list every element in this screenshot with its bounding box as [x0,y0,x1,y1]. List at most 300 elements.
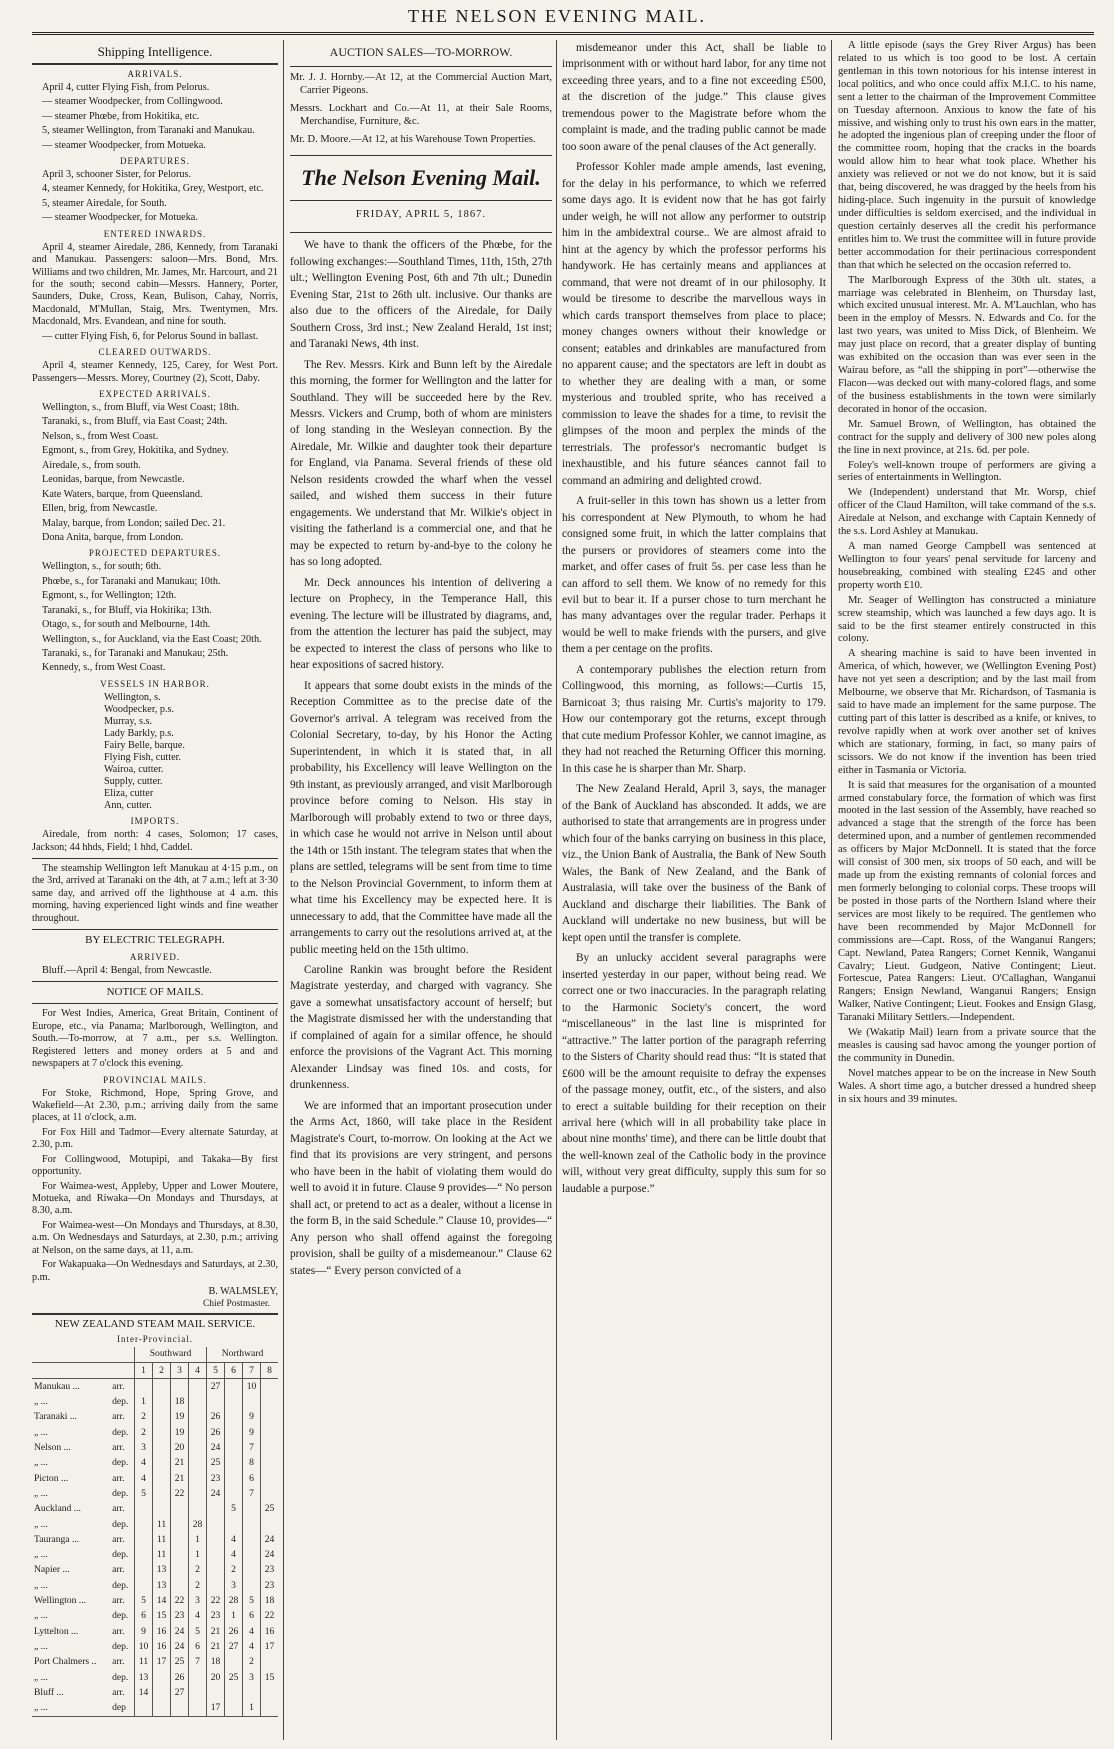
paragraph: Taranaki, s., for Bluff, via Hokitika; 13th. [42,604,212,616]
port-name: „ ... [34,1610,48,1622]
table-cell: 11 [135,1654,153,1669]
table-cell: 22 [171,1593,189,1608]
table-cell [153,1685,171,1700]
port-name: Port Chalmers .. [34,1656,97,1668]
table-cell: 6 [243,1609,261,1624]
arr-dep: arr. [112,1595,125,1607]
table-cell: 8 [243,1456,261,1471]
arr-dep: arr. [112,1442,125,1454]
table-cell: 4 [189,1609,207,1624]
port-name: „ ... [34,1518,48,1530]
table-row [32,1593,278,1608]
port-name: Napier ... [34,1564,70,1576]
northward-header: Northward [207,1347,279,1363]
paragraph: 4, steamer Kennedy, for Hokitika, Grey, Westport, etc. [42,183,264,195]
arr-dep: arr. [112,1503,125,1515]
table-cell: 24 [261,1532,279,1547]
arr-dep: arr. [112,1380,125,1392]
table-cell: 19 [171,1410,189,1425]
paragraph: Dona Anita, barque, from London. [42,531,184,543]
table-cell [189,1394,207,1409]
paragraph: By an unlucky accident several paragraphs were inserted yesterday in our paper, without being read. We correct one or two inaccuracies. In the paragraph relating to the Harmonic Society's concert, the word “miscellaneous” in the last line is misprinted for “attractive.” The latter portion of the paragraph referring to the Sisters of Charity should read thus: “It is stated that £600 will be the amount requisite to defray the expenses of the passage money, outfit, etc., of the sisters, and also to erect a suitable building for their reception on their arrival here (which will in all probability take place in about nine months' time), and there can be little doubt that the well-known zeal of the Catholic body in the province will, without very great difficulty, supply this sum for so laudable a purpose.” [562,952,826,1195]
table-column-number: 4 [189,1362,207,1378]
table-row [32,1456,278,1471]
port-name: Manukau ... [34,1380,80,1392]
table-cell: 4 [243,1639,261,1654]
paragraph: Wairoa, cutter. [104,764,164,776]
paragraph: Kennedy, s., from West Coast. [42,662,166,674]
steamship-note: The steamship Wellington left Manukau at 4·15 p.m., on the 3rd, arrived at Taranaki on the 4th, at 7 a.m.; left at 3·30 same day, and arrived off the lighthouse at 4 a.m. this morning, having experienced light winds and fine weather throughout. [32,862,278,924]
table-cell [171,1379,189,1395]
table-cell: 26 [171,1670,189,1685]
table-cell [225,1517,243,1532]
paragraph: Flying Fish, cutter. [104,751,181,763]
paragraph: Novel matches appear to be on the increase in New South Wales. A short time ago, a butcher dressed a hundred sheep in six hours and 39 minutes. [838,1067,1096,1105]
table-cell [225,1685,243,1700]
table-cell: 13 [153,1578,171,1593]
table-cell [135,1547,153,1562]
table-cell: 4 [225,1532,243,1547]
mails-title: NOTICE OF MAILS. [106,985,204,998]
table-cell: 16 [153,1624,171,1639]
table-cell: 13 [135,1670,153,1685]
table-cell: 3 [243,1670,261,1685]
table-cell [135,1501,153,1516]
table-cell: 7 [189,1654,207,1669]
paragraph: A little episode (says the Grey River Argus) has been related to us which is too good to be lost. A certain gentleman in this town notorious for his intense interest in local politics, and who once could affix M.I.C. to his name, sent a letter to the chairman of the Improvement Committee on Tuesday afternoon. Anxious to know the fate of his missive, and wishing only to trust his own ears in the matter, he adopted the ingenious plan of creeping under the floor of the committee room, hoping that the cracks in the boards would allow him to hear what took place. Whether his anxiety was relieved or not we do not know, but it is said that, being discovered, he was dragged by the heels from his hiding-place. Such ingenuity in the pursuit of knowledge under difficulties is seldom exercised, and the individual in question certainly deserves all the credit his performance entitles him to. We trust the committee will in future provide better accommodation for their pertinacious correspondent than that which he selected on the occasion referred to. [838,40,1096,271]
arr-dep: dep. [112,1671,129,1683]
arr-dep: arr. [112,1472,125,1484]
paragraph: We (Independent) understand that Mr. Worsp, chief officer of the Claud Hamilton, will take command of the s.s. Airedale at Nelson, and exchange with Captain Kennedy of the s.s. Lord Ashley at Manukau. [838,487,1096,538]
cleared-heading: CLEARED OUTWARDS. [98,347,212,358]
paragraph: Mr. Samuel Brown, of Wellington, has obtained the contract for the supply and delivery of 300 new poles along the line in next province, at 21s. 6d. per pole. [838,418,1096,456]
arr-dep: dep. [112,1396,129,1408]
table-cell [243,1501,261,1516]
paragraph: Egmont, s., from Grey, Hokitika, and Sydney. [42,445,229,457]
entered-heading: ENTERED INWARDS. [103,228,207,239]
table-cell: 18 [207,1654,225,1669]
column-divider [556,40,557,1740]
paragraph: A fruit-seller in this town has shown us a letter from his correspondent at New Plymouth, to whom he had consigned some fruit, in which the latter complains that the pursers or providores of steamers come into the market, and offer cases of fruit 5s. per case less than he can afford to sell them. We know of no remedy for this evil but to bear it. If a purser chose to turn merchant he has many advantages over the regular trader. Perhaps it would be well to make friends with the pursers, and give them a per centage on the profits. [562,495,826,656]
provincial-heading: PROVINCIAL MAILS. [103,1074,207,1085]
table-cell: 22 [207,1593,225,1608]
table-cell: 20 [207,1670,225,1685]
paragraph: April 4, steamer Kennedy, 125, Carey, for West Port. Passengers—Messrs. Morey, Courtney (2), Scott, Daby. [32,360,278,384]
arr-dep: dep. [112,1610,129,1622]
table-cell: 14 [135,1685,153,1700]
paragraph: Mr. D. Moore.—At 12, at his Warehouse Town Properties. [290,134,536,146]
telegraph-arrived-heading: ARRIVED. [129,951,181,962]
paragraph: April 4, steamer Airedale, 286, Kennedy, from Taranaki and Manukau. Passengers: saloon—Mrs. Bond, Mrs. Williams and two children, Mr. James, Mr. Harcourt, and 21 for the south; second cabin—Messrs. Hannery, Porter, Saunders, Duke, Cross, Kean, Bulison, Cahay, Norris, Macdonald, M'Mullan, Staig, Mrs. Twentymen, Mrs. Macdonald, Mrs. Evandean, and nine for south. [32,241,278,328]
port-name: „ ... [34,1396,48,1408]
table-cell: 10 [135,1639,153,1654]
table-cell [189,1410,207,1425]
projected-heading: PROJECTED DEPARTURES. [88,548,222,559]
table-cell: 4 [135,1456,153,1471]
arr-dep: dep. [112,1487,129,1499]
table-cell [261,1425,279,1440]
table-cell: 28 [189,1517,207,1532]
steam-mail-table [32,1347,278,1717]
port-name: „ ... [34,1487,48,1499]
table-cell [153,1425,171,1440]
table-cell: 26 [225,1624,243,1639]
table-cell [225,1440,243,1455]
arr-dep: arr. [112,1533,125,1545]
table-cell: 22 [171,1486,189,1501]
port-name: Auckland ... [34,1503,81,1515]
divider [290,66,552,67]
paragraph: misdemeanor under this Act, shall be liable to imprisonment with or without hard labor, for any time not exceeding three years, and to a fine not exceeding £500, at the discretion of the judge.” This clause gives tremendous power to the Magistrate before whom the complaint is made, and the trading public cannot be made too soon aware of the penal clauses of the Act generally. [562,42,826,153]
table-column-header [32,1362,278,1378]
table-column-number: 3 [171,1362,189,1378]
paper-nameplate: The Nelson Evening Mail. [290,155,552,201]
table-cell: 1 [225,1609,243,1624]
table-cell: 6 [189,1639,207,1654]
harbor-heading: VESSELS IN HARBOR. [100,678,210,689]
paragraph: Airedale, s., from south. [42,459,141,471]
arr-dep: dep. [112,1518,129,1530]
table-cell: 4 [225,1547,243,1562]
table-body [32,1379,278,1717]
table-group-header [32,1347,278,1363]
table-cell [243,1547,261,1562]
table-cell: 15 [153,1609,171,1624]
table-cell: 18 [261,1593,279,1608]
paragraph: It appears that some doubt exists in the minds of the Reception Committee as to the precise date of the Governor's arrival. A telegram was received from the Colonial Secretary, to-day, by his Honor the Acting Superintendent, in which it is stated that, in all probability, his Excellency will leave Wellington on the 9th instant, as previously arranged, and visit Marlborough province before coming to Nelson. His stay in Marlborough will probably extend to two or three days, in which case he would not arrive in Nelson until about the 14th or 15th instant. The telegram states that when the plans are settled, telegrams will be sent from time to time to the Nelson Provincial Government, to inform them at what time his Excellency may be expected here. It is unnecessary to add, that the Committee have made all the arrangements to carry out the resolutions arrived at, at the public meeting held on the 15th ultimo. [290,679,552,956]
table-row [32,1624,278,1639]
table-cell [261,1394,279,1409]
mails-intro: For West Indies, America, Great Britain, Continent of Europe, etc., via Panama; Marlborough, Wellington, and South.—To-morrow, at 7 a.m., per s.s. Wellington. Registered letters and money orders at 5 and and newspapers at 7 o'clock this evening. [32,1008,278,1070]
table-cell: 27 [207,1379,225,1395]
table-cell: 27 [225,1639,243,1654]
table-cell: 11 [153,1547,171,1562]
table-cell [189,1471,207,1486]
table-cell [171,1547,189,1562]
port-name: Bluff ... [34,1686,64,1698]
table-cell: 21 [207,1639,225,1654]
paragraph: It is said that measures for the organisation of a mounted armed constabulary force, the formation of which was first mooted in the last session of the Assembly, have reached so advanced a stage that the strength of the force has been determined upon, and a number of gentlemen recommended as officers by Major McDonnell. It is stated that the force will consist of 300 men, six troops of 50 each, and will be made up from the existing remnants of colonial forces and men formerly belonging to colonial corps. These troops will be posted in those parts of the Northern Island where their services are most likely to be required. The gentlemen who have been recommended by Major McDonnell for commissions are—Capt. Ross, of the Wanganui Rangers; Capt. Newland, Patea Rangers; Cornet Kennik, Wanganui Cavalry; Lieut. Gudgeon, Native Contingent; Lieut. Fortescue, Patea Rangers: Lieut. O'Callaghan, Wanganui Rangers; Ensign Newland, Wanganui Rangers; Ensign Walker, Native Contingent; Lieut. Fookes and Ensign Glasg, Taranaki Military Settlers.—Independent. [838,779,1096,1024]
divider [32,981,278,982]
table-cell: 1 [189,1547,207,1562]
table-row [32,1440,278,1455]
table-row [32,1578,278,1593]
table-cell: 2 [189,1578,207,1593]
table-row [32,1410,278,1425]
arr-dep: dep. [112,1549,129,1561]
paragraph: — steamer Woodpecker, from Collingwood. [42,96,223,108]
table-cell: 23 [207,1609,225,1624]
expected-list [32,402,278,544]
table-cell: 23 [261,1563,279,1578]
port-name: Taranaki ... [34,1411,78,1423]
table-cell [243,1685,261,1700]
table-cell [153,1394,171,1409]
table-cell [261,1440,279,1455]
table-cell: 2 [135,1410,153,1425]
table-cell: 25 [261,1501,279,1516]
table-cell [207,1517,225,1532]
table-cell: 13 [153,1563,171,1578]
table-cell [171,1563,189,1578]
paragraph: For Waimea-west, Appleby, Upper and Lower Moutere, Motueka, and Riwaka—On Mondays and Thursdays, at 8.30, a.m. [32,1180,278,1217]
port-name: „ ... [32,1700,110,1716]
table-cell [153,1379,171,1395]
divider [290,232,552,233]
arrivals-list [32,82,278,152]
table-cell: 14 [153,1593,171,1608]
table-cell [261,1379,279,1395]
table-cell [225,1471,243,1486]
table-cell [135,1532,153,1547]
table-cell [153,1501,171,1516]
masthead-rule [32,32,1094,35]
paragraph: Mr. J. J. Hornby.—At 12, at the Commercial Auction Mart, Carrier Pigeons. [290,71,552,97]
table-cell: 28 [225,1593,243,1608]
arr-dep: arr. [112,1625,125,1637]
table-cell [189,1425,207,1440]
column-news [562,40,826,1740]
paragraph: — steamer Phœbe, from Hokitika, etc. [42,110,200,122]
table-row [32,1639,278,1654]
table-cell [153,1456,171,1471]
table-cell [243,1394,261,1409]
table-cell [261,1471,279,1486]
port-name: Nelson ... [34,1442,71,1454]
divider [32,858,278,859]
paragraph: For Wakapuaka—On Wednesdays and Saturdays, at 2.30, p.m. [32,1259,278,1283]
table-cell [225,1654,243,1669]
table-cell: 20 [171,1440,189,1455]
news-paragraphs [562,40,826,1197]
imports-heading: IMPORTS. [130,816,180,827]
arrivals-heading: ARRIVALS. [127,68,183,79]
table-cell: 5 [135,1593,153,1608]
paragraph: 5, steamer Wellington, from Taranaki and Manukau. [42,125,255,137]
table-cell: 11 [153,1517,171,1532]
paragraph: Ann, cutter. [104,800,152,812]
table-cell [261,1654,279,1669]
table-cell [189,1456,207,1471]
paragraph: Messrs. Lockhart and Co.—At 11, at their Sale Rooms, Merchandise, Furniture, &c. [290,102,552,128]
table-cell [207,1532,225,1547]
table-cell [243,1578,261,1593]
table-cell: 6 [243,1471,261,1486]
paragraph: We have to thank the officers of the Phœbe, for the following exchanges:—Southland Times, 11th, 15th, 27th ult.; Wellington Evening Post, 6th and 7th ult.; Dunedin Evening Star, 21st to 26th ult. inclusive. Our thanks are also due to the officers of the Airedale, for Daily Southern Cross, 3rd inst.; New Zealand Herald, 1st inst; and Taranaki News, 4th inst. [290,239,552,351]
table-cell: 2 [225,1563,243,1578]
table-cell [153,1471,171,1486]
table-cell [207,1394,225,1409]
paragraph: Wellington, s., for Auckland, via the East Coast; 20th. [42,633,262,645]
divider [32,1313,278,1315]
table-row [32,1471,278,1486]
paragraph: Taranaki, s., for Taranaki and Manukau; 25th. [42,647,229,659]
port-name: „ ... [34,1640,48,1652]
table-cell: 23 [171,1609,189,1624]
arr-dep: arr. [112,1686,125,1698]
table-cell: 19 [171,1425,189,1440]
table-cell: 24 [171,1639,189,1654]
arr-dep: arr. [112,1411,125,1423]
paragraph: A shearing machine is said to have been invented in America, of which, however, we (Wellington Evening Post) have not yet seen a description; and by the last mail from Melbourne, we observe that Mr. Richardson, of Tasmania is said to have made an implement for the same purpose. The cutting part of this latter is described as a knife, or knives, to revolve rapidly when at work over another set of knives which are stationary, forming, in fact, so many pairs of scissors. We do not know if the invention has been tried either in Tasmania or Victoria. [838,648,1096,776]
steam-service-subtitle: Inter-Provincial. [116,1333,194,1344]
port-name: „ ... [34,1549,48,1561]
table-cell [207,1563,225,1578]
table-column-number: 6 [225,1362,243,1378]
table-cell [261,1456,279,1471]
paragraph: 5, steamer Airedale, for South. [42,197,167,209]
table-cell [153,1410,171,1425]
table-cell: 4 [135,1471,153,1486]
table-cell [225,1379,243,1395]
provincial-list [32,1088,278,1285]
paragraph: We are informed that an important prosecution under the Arms Act, 1860, will take place in the Resident Magistrate's Court, to-morrow. On looking at the Act we find that its provisions are very stringent, and persons who have been in the habit of violating them would do well to avoid it in future. Clause 9 provides—“ No person shall act, or pretend to act as a dealer, without a license in the form B, in the said Schedule.” Clause 10, provides—“ Any person who shall offend against the foregoing provision, shall be guilty of a misdemeanour.” Clause 62 states—“ Every person convicted of a [290,1099,552,1277]
table-cell [225,1394,243,1409]
table-cell: 17 [153,1654,171,1669]
table-cell [135,1563,153,1578]
steam-service-title: NEW ZEALAND STEAM MAIL SERVICE. [54,1318,256,1331]
table-cell: 21 [171,1456,189,1471]
table-row [32,1563,278,1578]
table-cell [207,1501,225,1516]
table-cell [135,1700,153,1716]
table-cell [135,1578,153,1593]
divider [32,929,278,930]
table-cell [243,1563,261,1578]
mails-signature-title: Chief Postmaster. [202,1298,270,1309]
paragraph: Otago, s., for south and Melbourne, 14th. [42,619,211,631]
table-cell [225,1425,243,1440]
table-column-number: 5 [207,1362,225,1378]
table-cell: 23 [207,1471,225,1486]
table-cell: 23 [261,1578,279,1593]
table-row [32,1547,278,1562]
table-cell: 11 [153,1532,171,1547]
table-cell [261,1685,279,1700]
paragraph: A contemporary publishes the election return from Collingwood, this morning, as follows:—Curtis 15, Barnicoat 3; thus raising Mr. Curtis's majority to 179. How our contemporary got the returns, except through that cute medium Professor Kohler, we cannot imagine, as they had not reached the Returning Officer this morning. In this case he is sharper than Mr. Sharp. [562,663,826,775]
table-cell: 5 [189,1624,207,1639]
paragraph: Wellington, s. [104,691,161,703]
table-cell: 17 [207,1700,225,1716]
table-cell [261,1410,279,1425]
table-cell: 17 [261,1639,279,1654]
departures-list [32,169,278,225]
table-cell: 24 [207,1440,225,1455]
table-cell: 16 [261,1624,279,1639]
table-row [32,1609,278,1624]
departures-heading: DEPARTURES. [120,156,190,167]
table-cell: 22 [261,1609,279,1624]
port-name: „ ... [34,1579,48,1591]
table-cell: 5 [225,1501,243,1516]
table-cell: 9 [135,1624,153,1639]
table-cell [171,1578,189,1593]
table-cell: 16 [153,1639,171,1654]
imports-text: Airedale, from north: 4 cases, Solomon; 17 cases, Jackson; 44 hhds, Field; 1 hhd, Caddel. [32,829,278,853]
table-cell: 3 [225,1578,243,1593]
paragraph: Malay, barque, from London; sailed Dec. 21. [42,517,226,529]
table-cell: 25 [225,1670,243,1685]
table-row [32,1532,278,1547]
table-row [32,1685,278,1700]
arr-dep: arr. [112,1656,125,1668]
harbor-list [32,692,278,812]
table-cell [153,1670,171,1685]
paragraph: — cutter Flying Fish, 6, for Pelorus Sound in ballast. [42,330,259,342]
table-cell [207,1685,225,1700]
paragraph: Caroline Rankin was brought before the Resident Magistrate yesterday, and charged with vagrancy. She gave a somewhat unsatisfactory account of herself; but the Magistrate dismissed her with the understanding that if complained of again for a similar offence, he should enforce the provisions of the Vagrant Act. This morning Alexander Lindsay was fined 10s. and costs, for drunkenness. [290,963,552,1092]
table-cell: 25 [207,1456,225,1471]
paragraph: Nelson, s., from West Coast. [42,430,159,442]
arr-dep: dep. [112,1640,129,1652]
paragraph: For Collingwood, Motupipi, and Takaka—By first opportunity. [32,1153,278,1178]
paragraph: Kate Waters, barque, from Queensland. [42,488,203,500]
table-cell [261,1486,279,1501]
table-cell [243,1532,261,1547]
paragraph: April 3, schooner Sister, for Pelorus. [42,168,191,180]
paragraph: Murray, s.s. [104,715,153,727]
table-cell [171,1517,189,1532]
table-cell: 4 [243,1624,261,1639]
table-column-number: 8 [261,1362,279,1378]
table-cell: 5 [135,1486,153,1501]
table-cell: 26 [207,1425,225,1440]
table-cell: 26 [207,1410,225,1425]
table-cell: 9 [243,1410,261,1425]
table-cell: 7 [243,1486,261,1501]
paragraph: Ellen, brig, from Newcastle. [42,503,158,515]
table-cell [225,1410,243,1425]
table-row [32,1394,278,1409]
table-cell: 21 [171,1471,189,1486]
table-cell [189,1685,207,1700]
mails-signature: B. WALMSLEY, [208,1286,278,1298]
table-cell [261,1700,279,1716]
miscellany-paragraphs [838,40,1096,1107]
table-cell: 27 [171,1685,189,1700]
masthead-title: THE NELSON EVENING MAIL. [408,6,706,26]
table-cell: 1 [243,1700,261,1716]
paragraph: For Waimea-west—On Mondays and Thursdays, at 8.30, a.m. On Wednesdays and Saturdays, at 2.30, p.m.; arriving at Nelson, on the same days, at 11, a.m. [32,1219,278,1256]
projected-list [32,561,278,675]
expected-heading: EXPECTED ARRIVALS. [99,389,211,400]
table-cell: 2 [243,1654,261,1669]
paragraph: Egmont, s., for Wellington; 12th. [42,590,177,602]
table-cell: 3 [189,1593,207,1608]
table-cell [189,1379,207,1395]
table-row [32,1425,278,1440]
table-cell [243,1517,261,1532]
table-cell [153,1440,171,1455]
paragraph: The New Zealand Herald, April 3, says, the manager of the Bank of Auckland has absconded. It adds, we are authorised to state that arrangements are in progress under which four of the banks carrying on business in this place, viz., the Union Bank of Australia, the Bank of New South Wales, the Bank of New Zealand, and the Bank of Australasia, will take over the business of the Bank of Auckland and discharge their liabilities. The Bank of Auckland will undertake no new business, but will be kept open until the transfer is complete. [562,783,826,944]
table-cell [225,1486,243,1501]
table-cell [189,1486,207,1501]
table-row [32,1501,278,1516]
paragraph: A man named George Campbell was sentenced at Wellington to four years' penal servitude for larceny and housebreaking, combined with stealing £245 and other property worth £10. [838,541,1096,591]
table-column-number: 2 [153,1362,171,1378]
table-cell: 6 [135,1609,153,1624]
southward-header: Southward [135,1347,207,1363]
paragraph: The Marlborough Express of the 30th ult. states, a marriage was celebrated in Blenheim, on Thursday last, which excited unusual interest. Mr. A. M'Lauchlan, who has been in the employ of Messrs. N. Edwards and Co. for the last two years, was united to Miss Dick, of Blenheim. We may just place on record, that a greater display of bunting was exhibited on the occasion than was ever seen in the Wairau before, as “all the shipping in port”—otherwise the Flacon—was decked out with many-colored flags, and some of the business establishments in the town were similarly decorated in honor of the occasion. [838,274,1096,415]
table-cell: 18 [171,1394,189,1409]
column-shipping [32,40,278,1740]
paragraph: Lady Barkly, p.s. [104,727,174,739]
table-cell: 24 [261,1547,279,1562]
arr-dep: dep [110,1700,134,1716]
table-column-number: 1 [135,1362,153,1378]
port-name: „ ... [34,1671,48,1683]
table-cell [207,1578,225,1593]
